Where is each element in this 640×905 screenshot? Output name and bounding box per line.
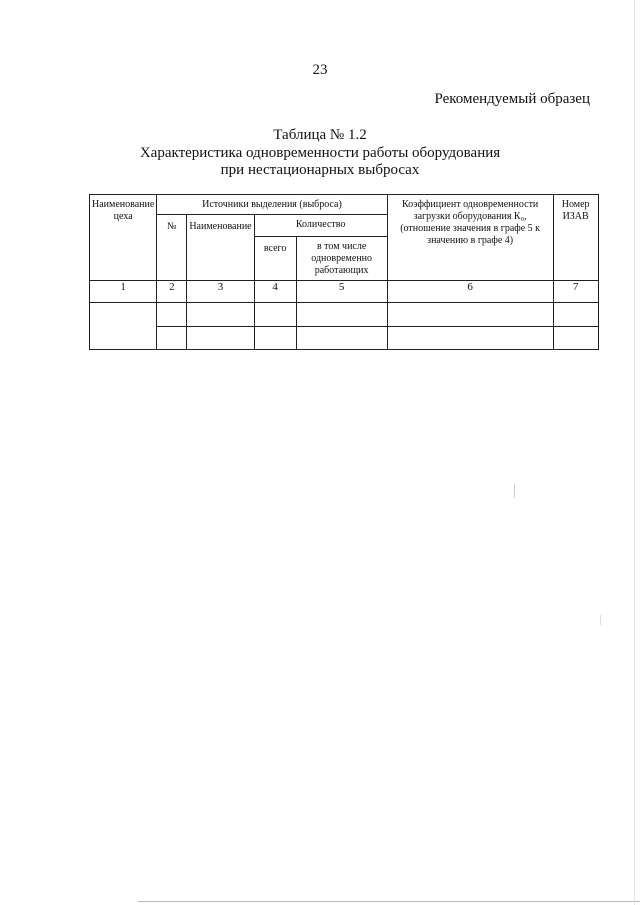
table-cell [296,303,387,327]
equipment-simultaneity-table [89,194,599,350]
column-number: 7 [553,281,598,303]
header-coefficient: Коэффициент одновременности загрузки оборудования К₀, (отношение значения в графе 5 к значению в графе 4) [387,195,553,281]
table-cell [553,303,598,327]
scan-artifact [514,484,515,498]
caption-line-1: Характеристика одновременности работы оборудования [139,145,501,161]
table-cell [157,303,187,327]
header-sources: Источники выделения (выброса) [157,195,387,215]
table-cell [254,327,296,350]
table-cell [553,327,598,350]
column-number: 1 [90,281,157,303]
table-cell [90,303,157,350]
column-number: 4 [254,281,296,303]
column-number: 3 [187,281,254,303]
scan-artifact [600,615,601,625]
table-cell [387,303,553,327]
header-total: всего [254,237,296,281]
sample-note: Рекомендуемый образец [434,91,590,107]
table-cell [254,303,296,327]
header-quantity: Количество [254,215,387,237]
table-cell [187,327,254,350]
header-izav-number: Номер ИЗАВ [553,195,598,281]
column-number: 6 [387,281,553,303]
table-caption [0,145,640,179]
table-cell [187,303,254,327]
table-row [90,327,599,350]
table-cell [387,327,553,350]
table-row [90,303,599,327]
page-bottom-edge [138,901,640,902]
table-cell [296,327,387,350]
header-number: № [157,215,187,281]
column-number: 5 [296,281,387,303]
column-number-row [90,281,599,303]
header-working-simultaneously: в том числе одновременно работающих [296,237,387,281]
table-title: Таблица № 1.2 [273,127,367,143]
header-workshop-name: Наименование цеха [90,195,157,281]
page-right-edge [634,0,635,905]
table-cell [157,327,187,350]
column-number: 2 [157,281,187,303]
header-name: Наименование [187,215,254,281]
page-number: 23 [312,62,328,78]
header-row-1 [90,195,599,215]
caption-line-2: при нестационарных выбросах [220,162,420,178]
